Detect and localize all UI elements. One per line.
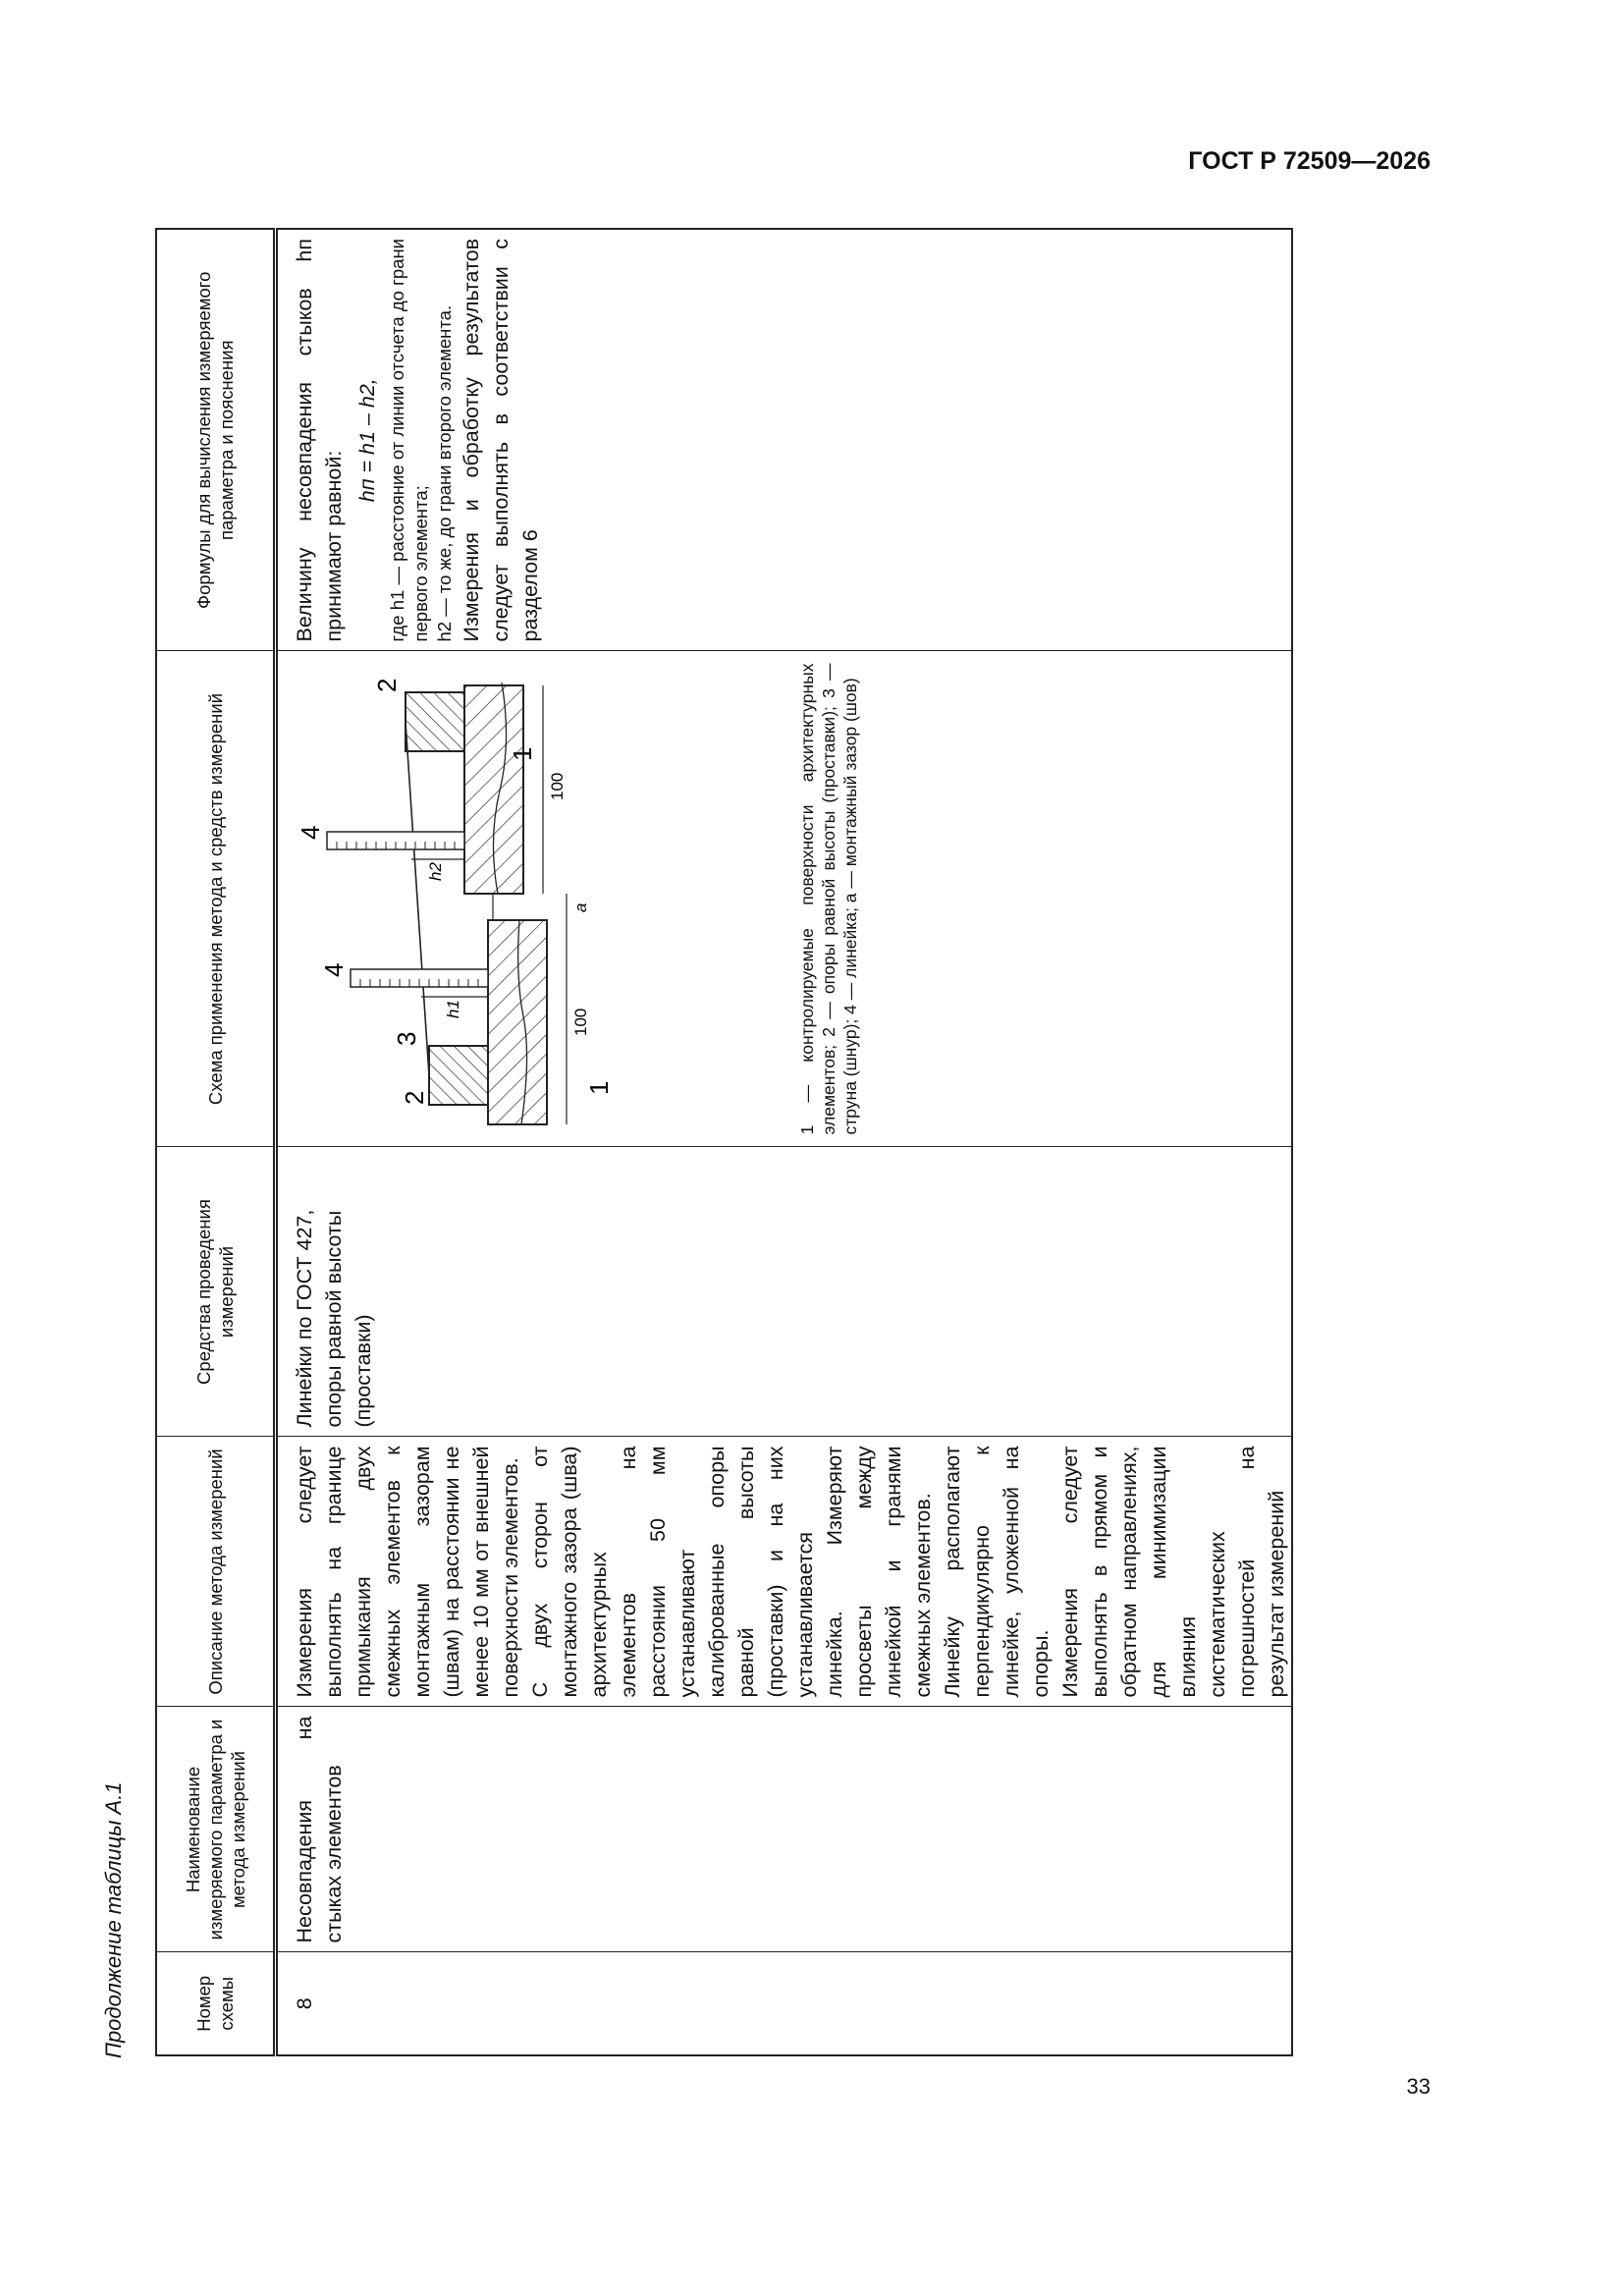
page-number: 33 — [1406, 2074, 1431, 2099]
cell-measurement-tools: Линейки по ГОСТ 427, опоры равной высоты (проставки) — [276, 1147, 1293, 1437]
header-scheme: Схема применения метода и средств измерений — [156, 651, 276, 1147]
callout-2-left: 2 — [400, 1091, 429, 1106]
cell-method-description — [276, 1437, 1293, 1707]
header-parameter-name: Наименование измеряемого параметра и метода измерений — [156, 1707, 276, 1952]
header-formulas: Формулы для вычисления измеряемого параметра и пояснения — [156, 229, 276, 651]
measurement-table — [155, 230, 1288, 2056]
description-paragraph: Измерения следует выполнять в прямом и обратном направлениях, для минимизации влияния систематических погрешностей на результат измерений — [1058, 1446, 1288, 1698]
label-dim-top: 100 — [571, 1009, 590, 1037]
description-paragraph: Линейку располагают перпендикулярно к линейке, уложенной на опоры. — [941, 1446, 1053, 1698]
header-measurement-tools: Средства проведения измерений — [156, 1147, 276, 1437]
label-gap: a — [571, 903, 590, 913]
measurement-scheme-diagram — [292, 664, 783, 1135]
callout-1-right: 1 — [508, 747, 537, 762]
right-support — [406, 693, 464, 752]
cell-scheme-number: 8 — [276, 1952, 1293, 2055]
cell-scheme — [276, 651, 1293, 1147]
callout-4-right: 4 — [296, 826, 325, 841]
formula: hп = h1 – h2, — [355, 378, 379, 503]
document-code: ГОСТ Р 72509—2026 — [1188, 147, 1431, 175]
label-dim-bottom: 100 — [548, 773, 567, 801]
left-element — [488, 921, 547, 1125]
label-h1: h1 — [444, 1000, 462, 1019]
callout-4-left: 4 — [319, 963, 349, 978]
explanation-h2: h2 — то же, до грани второго элемента. — [434, 304, 455, 642]
scheme-legend: 1 — контролируемые поверхности архитектурных элементов; 2 — опоры равной высоты (проставки); 3 — струна (шнур); 4 — линейка; a — монтажный зазор (шов) — [797, 663, 860, 1135]
string-line — [406, 723, 429, 1076]
formula-intro: Величину несовпадения стыков hп принимают равной: — [293, 239, 346, 642]
callout-3: 3 — [392, 1032, 421, 1047]
cell-formulas — [276, 229, 1293, 651]
table-row — [276, 229, 1293, 2055]
label-h2: h2 — [426, 862, 445, 882]
explanation-processing: Измерения и обработку результатов следует выполнять в соответствии с разделом 6 — [460, 239, 542, 642]
callout-1-left: 1 — [584, 1081, 614, 1096]
callout-2-right: 2 — [372, 679, 402, 693]
description-paragraph: Измерения следует выполнять на границе примыкания двух смежных элементов к монтажным зазорам (швам) на расстоянии не менее 10 мм от внешней поверхности элементов. — [293, 1446, 522, 1698]
table-header-row — [156, 229, 276, 2055]
explanation-h1: где h1 — расстояние от линии отсчета до грани первого элемента; — [387, 239, 431, 642]
description-paragraph: С двух сторон от монтажного зазора (шва) архитектурных элементов на расстоянии 50 мм устанавливают калиброванные опоры равной высоты (проставки) и на них устанавливается линейка. Измеряют просветы между линейкой и гранями смежных элементов. — [528, 1446, 935, 1698]
table-caption: Продолжение таблицы А.1 — [101, 1781, 126, 2058]
left-support — [429, 1047, 488, 1106]
header-method-description: Описание метода измерений — [156, 1437, 276, 1707]
header-scheme-number: Номер схемы — [156, 1952, 276, 2055]
cell-parameter-name: Несовпадения на стыках элементов — [276, 1707, 1293, 1952]
